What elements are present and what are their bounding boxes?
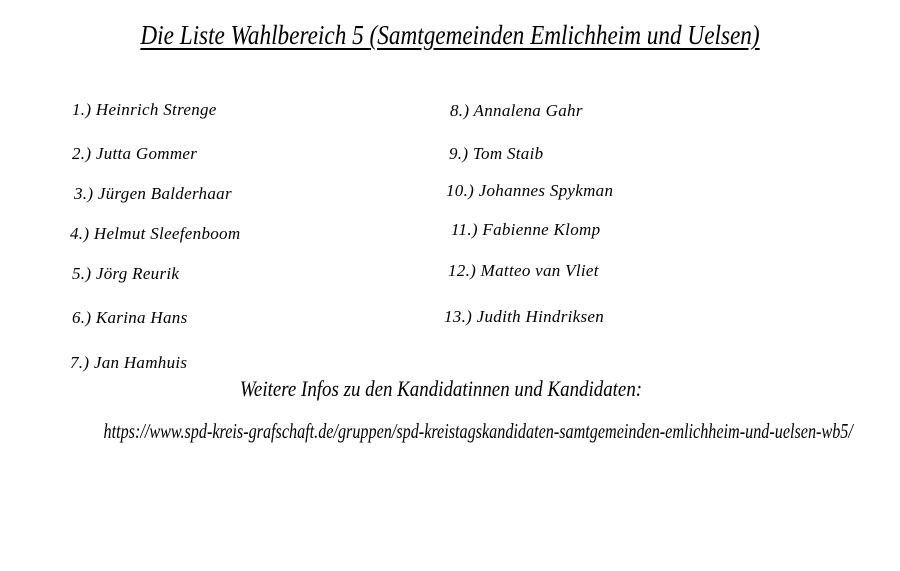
- candidate-6: 6.) Karina Hans: [72, 308, 188, 327]
- page-title: Die Liste Wahlbereich 5 (Samtgemeinden Emlichheim und Uelsen): [140, 20, 760, 50]
- candidate-5: 5.) Jörg Reurik: [72, 264, 180, 283]
- candidate-3: 3.) Jürgen Balderhaar: [74, 184, 232, 203]
- info-heading: Weitere Infos zu den Kandidatinnen und Kandidaten:: [239, 376, 643, 401]
- candidate-11: 11.) Fabienne Klomp: [451, 220, 601, 239]
- candidate-2: 2.) Jutta Gommer: [72, 144, 198, 163]
- info-url-link[interactable]: https://www.spd-kreis-grafschaft.de/gruppen/spd-kreistagskandidaten-samtgemeinden-emlichheim-und-uelsen-wb5/: [103, 419, 853, 443]
- candidate-10: 10.) Johannes Spykman: [446, 181, 614, 200]
- candidate-8: 8.) Annalena Gahr: [450, 101, 583, 120]
- candidate-13: 13.) Judith Hindriksen: [444, 307, 605, 326]
- candidate-12: 12.) Matteo van Vliet: [448, 261, 599, 280]
- candidate-9: 9.) Tom Staib: [449, 144, 544, 163]
- candidate-1: 1.) Heinrich Strenge: [72, 100, 217, 119]
- candidate-4: 4.) Helmut Sleefenboom: [70, 224, 241, 243]
- candidate-7: 7.) Jan Hamhuis: [70, 353, 188, 372]
